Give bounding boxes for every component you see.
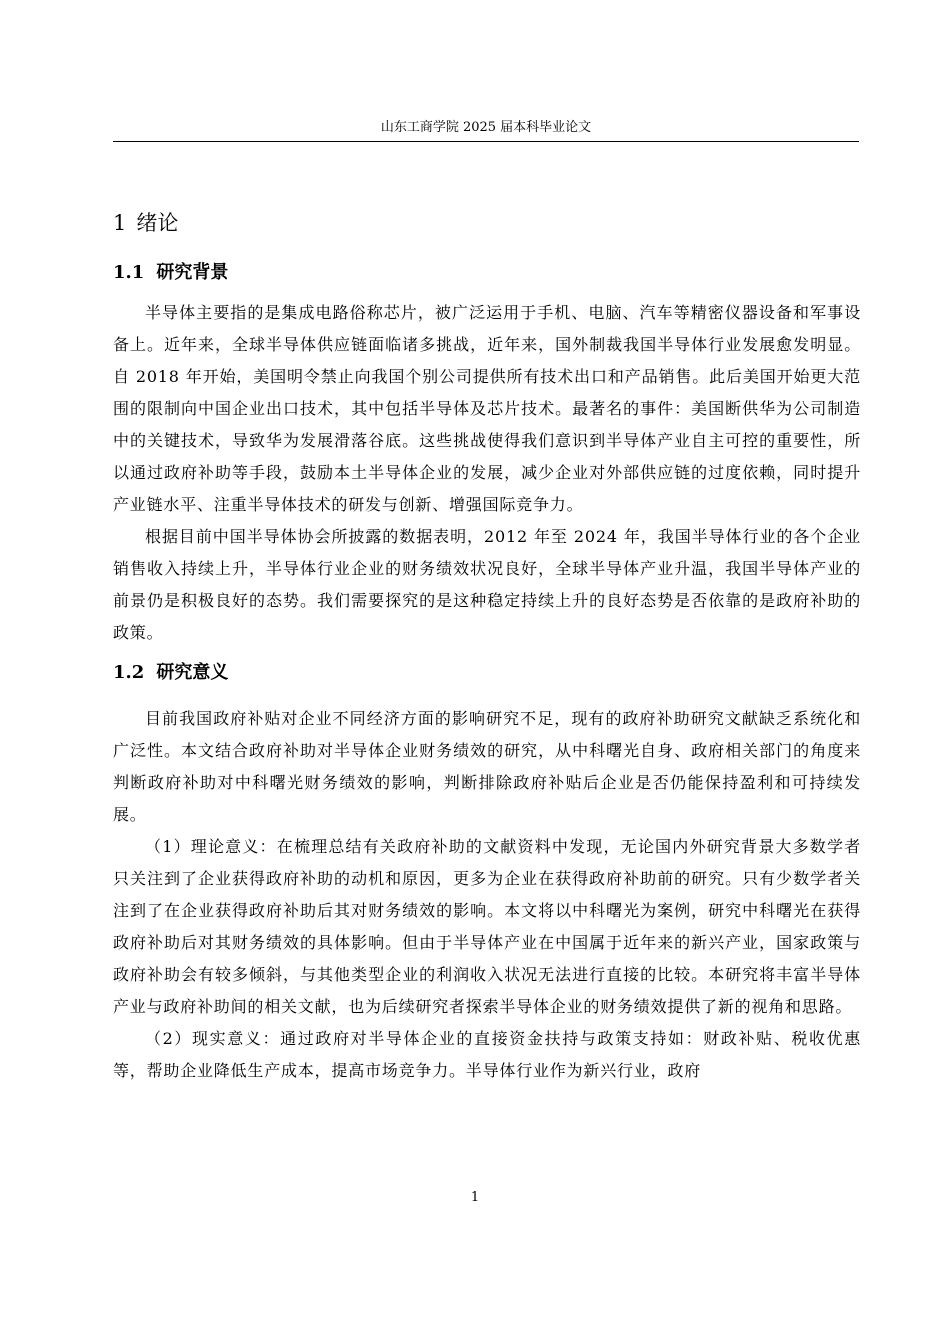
header-rule: [113, 141, 859, 142]
section-number: 1.1: [113, 262, 145, 283]
running-header: 山东工商学院 2025 届本科毕业论文: [380, 120, 592, 135]
chapter-title: 绪论: [136, 211, 179, 235]
chapter-heading: [113, 205, 861, 241]
paragraph: 根据目前中国半导体协会所披露的数据表明，2012 年至 2024 年，我国半导体行业的各个企业销售收入持续上升，半导体行业企业的财务绩效状况良好，全球半导体产业升温，我国半导体产业的前景仍是积极良好的态势。我们需要探究的是这种稳定持续上升的良好态势是否依靠的是政府补助的政策。: [113, 527, 861, 642]
paragraph: 目前我国政府补贴对企业不同经济方面的影响研究不足，现有的政府补助研究文献缺乏系统化和广泛性。本文结合政府补助对半导体企业财务绩效的研究，从中科曙光自身、政府相关部门的角度来判断政府补助对中科曙光财务绩效的影响，判断排除政府补贴后企业是否仍能保持盈利和可持续发展。: [113, 709, 861, 824]
section-number: 1.2: [113, 662, 145, 683]
section-title: 研究背景: [156, 262, 229, 283]
chapter-number: 1: [113, 211, 127, 235]
paragraph: 半导体主要指的是集成电路俗称芯片，被广泛运用于手机、电脑、汽车等精密仪器设备和军事设备上。近年来，全球半导体供应链面临诸多挑战，近年来，国外制裁我国半导体行业发展愈发明显。自 2018 年开始，美国明令禁止向我国个别公司提供所有技术出口和产品销售。此后美国开始更大范围的限制向中国企业出口技术，其中包括半导体及芯片技术。最著名的事件：美国断供华为公司制造中的关键技术，导致华为发展滑落谷底。这些挑战使得我们意识到半导体产业自主可控的重要性，所以通过政府补助等手段，鼓励本土半导体企业的发展，减少企业对外部供应链的过度依赖，同时提升产业链水平、注重半导体技术的研发与创新、增强国际竞争力。: [113, 303, 861, 514]
section-heading-significance: [113, 655, 861, 691]
section-title: 研究意义: [156, 662, 229, 683]
section-heading-background: [113, 255, 861, 291]
page-number: 1: [470, 1190, 480, 1205]
paragraph: （1）理论意义：在梳理总结有关政府补助的文献资料中发现，无论国内外研究背景大多数学者只关注到了企业获得政府补助的动机和原因，更多为企业在获得政府补助前的研究。只有少数学者关注到了在企业获得政府补助后其对财务绩效的影响。本文将以中科曙光为案例，研究中科曙光在获得政府补助后对其财务绩效的具体影响。但由于半导体产业在中国属于近年来的新兴产业，国家政策与政府补助会有较多倾斜，与其他类型企业的利润收入状况无法进行直接的比较。本研究将丰富半导体产业与政府补助间的相关文献，也为后续研究者探索半导体企业的财务绩效提供了新的视角和思路。: [113, 837, 861, 1016]
paragraph: （2）现实意义：通过政府对半导体企业的直接资金扶持与政策支持如：财政补贴、税收优惠等，帮助企业降低生产成本，提高市场竞争力。半导体行业作为新兴行业，政府: [113, 1029, 861, 1080]
page-body: [113, 205, 861, 1087]
